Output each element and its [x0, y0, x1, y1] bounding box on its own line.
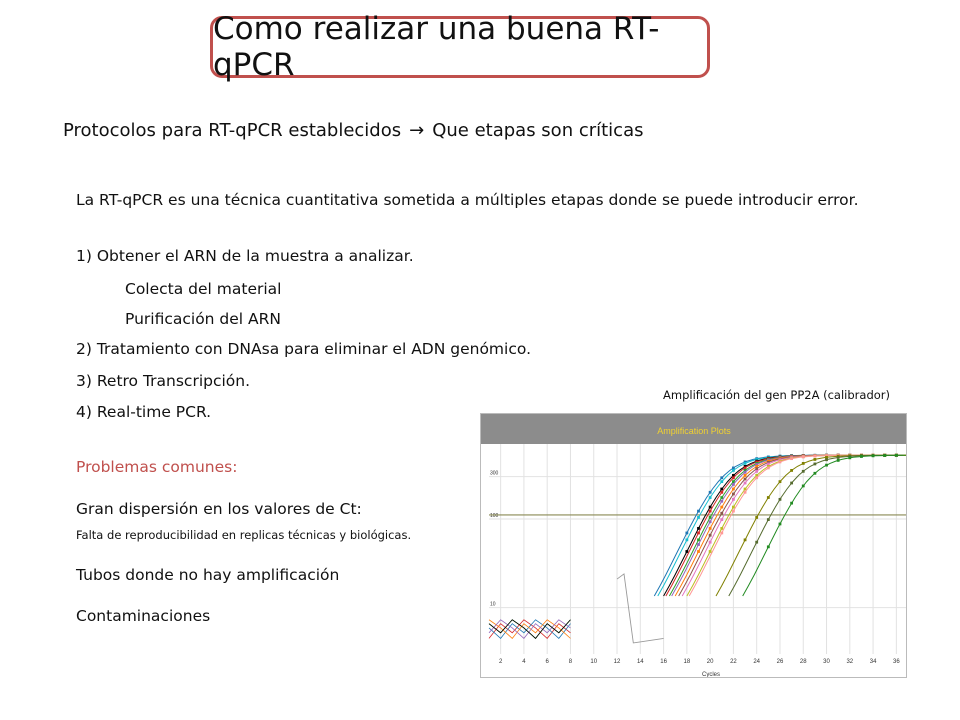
amplification-point: [709, 496, 712, 499]
amplification-point: [813, 458, 816, 461]
amplification-point: [732, 498, 735, 501]
amplification-point: [767, 518, 770, 521]
step-3: 3) Retro Transcripción.: [76, 372, 251, 390]
amplification-point: [732, 476, 735, 479]
amplification-point: [802, 470, 805, 473]
amplification-point: [802, 485, 805, 488]
x-tick-label: 12: [613, 659, 621, 665]
x-tick-label: 2: [498, 659, 503, 665]
y-tick-label: 100: [490, 512, 499, 519]
problem-reproducibility: Falta de reproducibilidad en replicas técnicas y biológicas.: [76, 528, 412, 542]
amplification-point: [744, 482, 747, 485]
amplification-point: [709, 491, 712, 494]
amplification-point: [732, 510, 735, 513]
x-tick-label: 8: [568, 659, 573, 665]
problem-no-amplification: Tubos donde no hay amplificación: [76, 566, 340, 584]
amplification-point: [755, 516, 758, 519]
amplification-point: [825, 458, 828, 461]
amplification-point: [720, 480, 723, 483]
amplification-point: [767, 463, 770, 466]
x-tick-label: 18: [683, 659, 691, 665]
amplification-point: [709, 520, 712, 523]
x-tick-label: 30: [823, 659, 830, 665]
x-tick-label: 22: [730, 659, 737, 665]
amplification-point: [895, 454, 898, 457]
amplification-point: [720, 491, 723, 494]
amplification-point: [802, 462, 805, 465]
amplification-point: [720, 518, 723, 521]
amplification-chart: [480, 413, 907, 678]
amplification-point: [813, 472, 816, 475]
amplification-point: [709, 541, 712, 544]
slide-title: Como realizar una buena RT-qPCR: [213, 11, 660, 83]
x-tick-label: 14: [636, 659, 644, 665]
chart-svg: [481, 414, 907, 678]
amplification-point: [732, 506, 735, 509]
chart-caption: Amplificación del gen PP2A (calibrador): [663, 388, 890, 402]
amplification-point: [709, 506, 712, 509]
x-axis-label: Cycles: [701, 672, 721, 678]
x-tick-label: 36: [893, 659, 900, 665]
amplification-point: [697, 510, 700, 513]
x-tick-label: 6: [545, 659, 549, 665]
y-tick-label: 10: [490, 601, 496, 608]
x-tick-label: 26: [776, 659, 784, 665]
x-tick-label: 34: [869, 659, 877, 665]
amplification-point: [755, 476, 758, 479]
amplification-point: [790, 457, 793, 460]
amplification-point: [720, 512, 723, 515]
amplification-point: [685, 538, 688, 541]
amplification-point: [720, 527, 723, 530]
amplification-point: [709, 527, 712, 530]
amplification-point: [860, 455, 863, 458]
substep-collect: Colecta del material: [125, 280, 282, 298]
amplification-point: [720, 496, 723, 499]
amplification-point: [720, 476, 723, 479]
problems-title: Problemas comunes:: [76, 458, 238, 476]
amplification-point: [872, 454, 875, 457]
x-tick-label: 28: [799, 659, 807, 665]
subtitle-right: Que etapas son críticas: [432, 120, 644, 141]
amplification-point: [755, 470, 758, 473]
intro-paragraph: La RT-qPCR es una técnica cuantitativa sometida a múltiples etapas donde se puede introducir error.: [76, 191, 859, 209]
amplification-point: [744, 491, 747, 494]
amplification-point: [779, 523, 782, 526]
x-tick-label: 10: [590, 659, 598, 665]
amplification-point: [732, 488, 735, 491]
amplification-point: [709, 510, 712, 513]
title-box: [210, 11, 710, 83]
amplification-point: [697, 516, 700, 519]
step-2: 2) Tratamiento con DNAsa para eliminar el ADN genómico.: [76, 340, 532, 358]
amplification-point: [697, 543, 700, 546]
amplification-point: [720, 532, 723, 535]
substep-purify: Purificación del ARN: [125, 310, 281, 328]
amplification-point: [767, 467, 770, 470]
step-4: 4) Real-time PCR.: [76, 403, 212, 421]
amplification-point: [755, 467, 758, 470]
amplification-point: [697, 538, 700, 541]
x-tick-label: 32: [846, 659, 854, 665]
amplification-point: [848, 456, 851, 459]
amplification-point: [732, 493, 735, 496]
amplification-point: [755, 541, 758, 544]
amplification-point: [802, 456, 805, 459]
amplification-point: [709, 516, 712, 519]
x-tick-label: 24: [753, 659, 761, 665]
amplification-point: [697, 550, 700, 553]
amplification-point: [813, 455, 816, 458]
amplification-point: [790, 502, 793, 505]
x-tick-label: 16: [660, 659, 667, 665]
amplification-point: [825, 456, 828, 459]
amplification-point: [883, 454, 886, 457]
amplification-point: [720, 506, 723, 509]
amplification-point: [732, 469, 735, 472]
subtitle: [63, 120, 644, 141]
amplification-point: [744, 474, 747, 477]
amplification-point: [709, 534, 712, 537]
amplification-point: [744, 462, 747, 465]
amplification-point: [790, 469, 793, 472]
amplification-point: [790, 482, 793, 485]
amplification-point: [779, 498, 782, 501]
amplification-point: [825, 464, 828, 467]
amplification-point: [697, 532, 700, 535]
step-1: 1) Obtener el ARN de la muestra a analizar.: [76, 247, 414, 265]
amplification-point: [732, 467, 735, 470]
problem-contamination: Contaminaciones: [76, 607, 211, 625]
x-tick-label: 20: [706, 659, 714, 665]
amplification-point: [744, 471, 747, 474]
amplification-point: [779, 461, 782, 464]
amplification-point: [837, 456, 840, 459]
amplification-point: [685, 550, 688, 553]
amplification-point: [744, 538, 747, 541]
chart-title: Amplification Plots: [657, 426, 731, 436]
amplification-point: [813, 463, 816, 466]
amplification-point: [767, 545, 770, 548]
amplification-point: [685, 532, 688, 535]
amplification-point: [744, 488, 747, 491]
subtitle-left: Protocolos para RT-qPCR establecidos: [63, 120, 402, 141]
amplification-point: [744, 467, 747, 470]
amplification-point: [732, 483, 735, 486]
y-tick-label: 300: [490, 470, 499, 477]
amplification-point: [709, 550, 712, 553]
arrow-icon: →: [409, 120, 425, 141]
amplification-point: [837, 459, 840, 462]
amplification-point: [697, 527, 700, 530]
amplification-point: [779, 480, 782, 483]
problem-dispersion: Gran dispersión en los valores de Ct:: [76, 500, 362, 518]
x-tick-label: 4: [522, 659, 526, 665]
amplification-point: [720, 488, 723, 491]
amplification-point: [720, 500, 723, 503]
amplification-point: [744, 478, 747, 481]
amplification-point: [767, 496, 770, 499]
